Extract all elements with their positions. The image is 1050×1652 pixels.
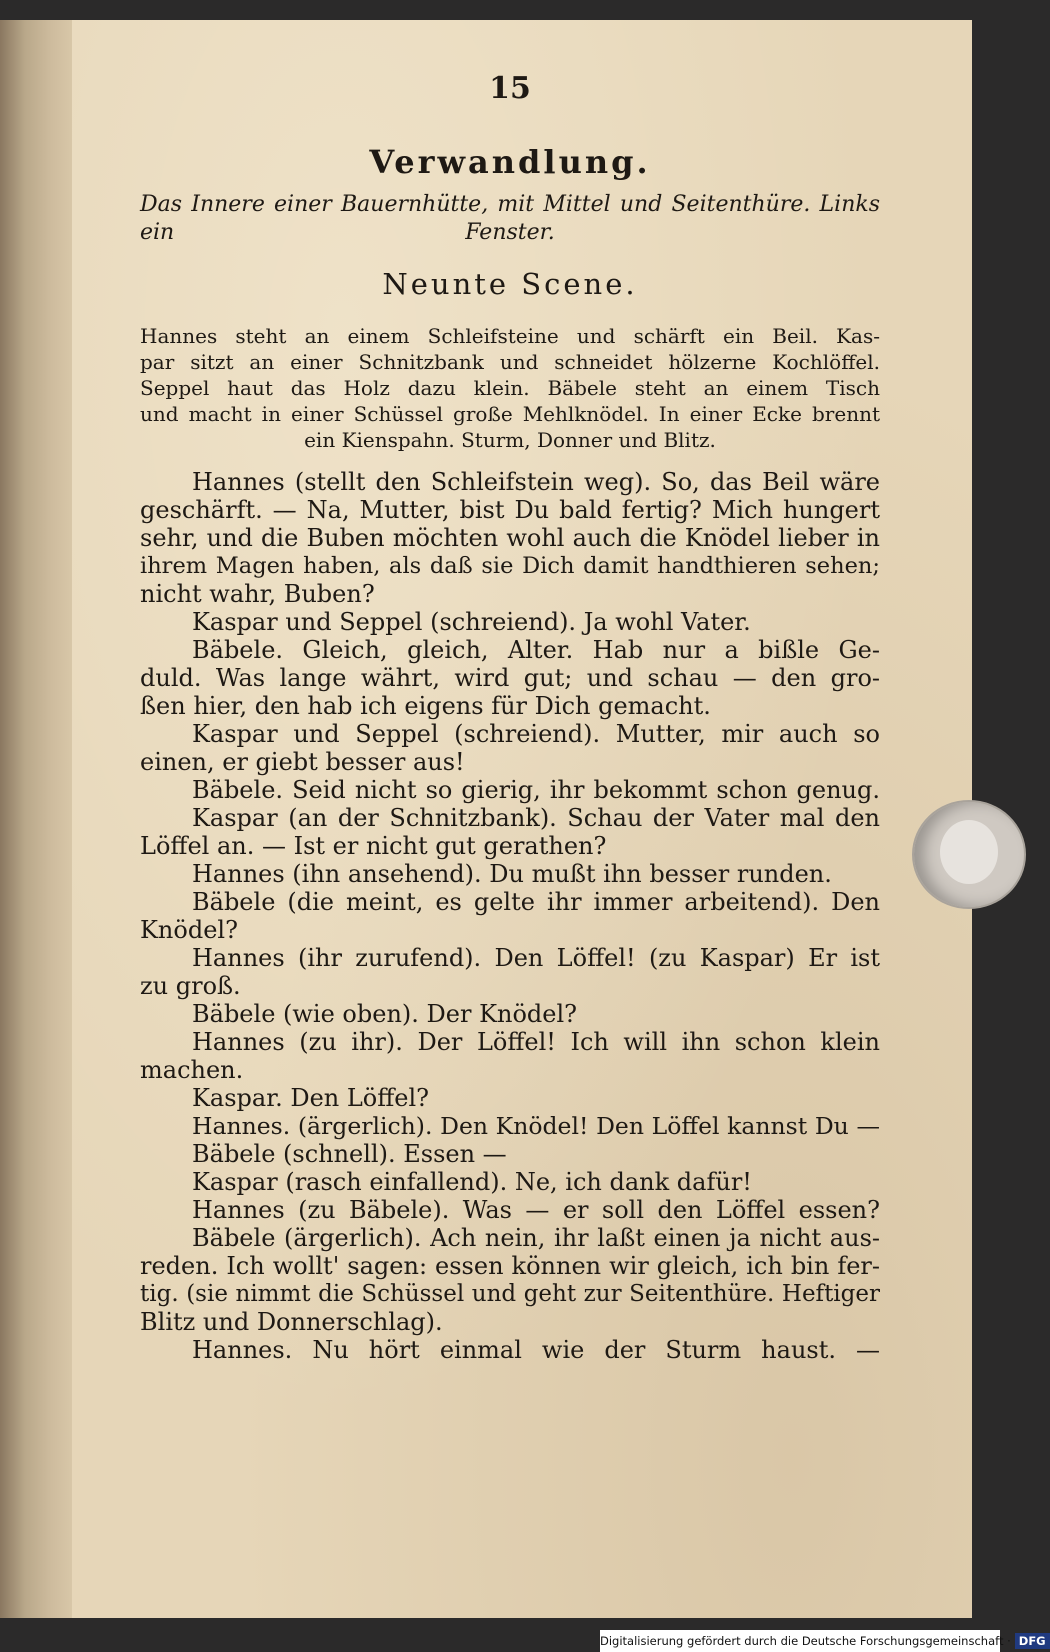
dialogue-line: duld. Was lange währt, wird gut; und schau — den gro-: [140, 664, 880, 692]
dialogue-line: Bäbele. Gleich, gleich, Alter. Hab nur a bißle Ge-: [192, 636, 880, 664]
dialogue-line: Bäbele (schnell). Essen —: [192, 1140, 507, 1168]
digitization-credit-text: Digitalisierung gefördert durch die Deutsche Forschungsgemeinschaft ·: [600, 1634, 1011, 1648]
stage-direction-line: par sitzt an einer Schnitzbank und schneidet hölzerne Kochlöffel.: [140, 350, 880, 374]
dialogue-line: ßen hier, den hab ich eigens für Dich gemacht.: [140, 692, 711, 720]
digitization-credit: [600, 1630, 1046, 1652]
dialogue-line: Löffel an. — Ist er nicht gut gerathen?: [140, 832, 607, 860]
dialogue-line: ihrem Magen haben, als daß sie Dich damit handthieren sehen;: [140, 553, 880, 579]
dialogue-line: Hannes. (ärgerlich). Den Knödel! Den Löffel kannst Du —: [192, 1112, 880, 1140]
dfg-logo: DFG: [1015, 1633, 1050, 1649]
dialogue-line: Knödel?: [140, 916, 238, 944]
stage-direction-line: und macht in einer Schüssel große Mehlknödel. In einer Ecke brennt: [140, 402, 880, 426]
dialogue-line: Hannes (stellt den Schleifstein weg). So, das Beil wäre: [192, 468, 880, 496]
stage-direction-line: Seppel haut das Holz dazu klein. Bäbele steht an einem Tisch: [140, 376, 880, 400]
book-gutter: [0, 20, 72, 1618]
dialogue-line: Bäbele. Seid nicht so gierig, ihr bekommt schon genug.: [192, 776, 880, 804]
dialogue-line: Bäbele (die meint, es gelte ihr immer arbeitend). Den: [192, 888, 880, 916]
dialogue-line: machen.: [140, 1056, 244, 1084]
dialogue-line: Hannes (zu Bäbele). Was — er soll den Löffel essen?: [192, 1196, 880, 1224]
dialogue-line: Kaspar und Seppel (schreiend). Mutter, mir auch so: [192, 720, 880, 748]
dialogue-line: einen, er giebt besser aus!: [140, 748, 465, 776]
dialogue-line: Kaspar. Den Löffel?: [192, 1084, 430, 1112]
dialogue-line: Kaspar (rasch einfallend). Ne, ich dank dafür!: [192, 1168, 752, 1196]
dialogue-line: Bäbele (ärgerlich). Ach nein, ihr laßt einen ja nicht aus-: [192, 1224, 880, 1252]
dialogue-line: zu groß.: [140, 972, 241, 1000]
dialogue-line: Hannes (ihr zurufend). Den Löffel! (zu Kaspar) Er ist: [192, 944, 880, 972]
setting-line-2: Fenster.: [465, 220, 555, 245]
dialogue-line: tig. (sie nimmt die Schüssel und geht zur Seitenthüre. Heftiger: [140, 1281, 880, 1307]
dialogue-line: Bäbele (wie oben). Der Knödel?: [192, 1000, 578, 1028]
page-number: 15: [489, 71, 531, 106]
page-tab-marker: [912, 800, 1026, 909]
stage-direction-line: Hannes steht an einem Schleifsteine und schärft ein Beil. Kas-: [140, 324, 880, 348]
scene-heading: Neunte Scene.: [382, 267, 638, 301]
dialogue-line: Kaspar und Seppel (schreiend). Ja wohl Vater.: [192, 608, 751, 636]
page-tab-marker-inner: [940, 820, 998, 884]
dialogue-line: nicht wahr, Buben?: [140, 580, 375, 608]
dialogue-line: Blitz und Donnerschlag).: [140, 1308, 443, 1336]
dialogue-line: sehr, und die Buben möchten wohl auch die Knödel lieber in: [140, 524, 880, 552]
dialogue-line: reden. Ich wollt' sagen: essen können wir gleich, ich bin fer-: [140, 1252, 880, 1280]
setting-line-1: Das Innere einer Bauernhütte, mit Mittel und Seitenthüre. Links ein: [140, 192, 880, 245]
dialogue-line: Hannes. Nu hört einmal wie der Sturm haust. —: [192, 1336, 880, 1364]
dialogue-line: Hannes (ihn ansehend). Du mußt ihn besser runden.: [192, 860, 832, 888]
dialogue-line: geschärft. — Na, Mutter, bist Du bald fertig? Mich hungert: [140, 496, 880, 524]
stage-direction-line: ein Kienspahn. Sturm, Donner und Blitz.: [304, 428, 716, 452]
page-title: Verwandlung.: [369, 143, 651, 181]
dialogue-line: Hannes (zu ihr). Der Löffel! Ich will ihn schon klein: [192, 1028, 880, 1056]
dialogue-line: Kaspar (an der Schnitzbank). Schau der Vater mal den: [192, 804, 880, 832]
